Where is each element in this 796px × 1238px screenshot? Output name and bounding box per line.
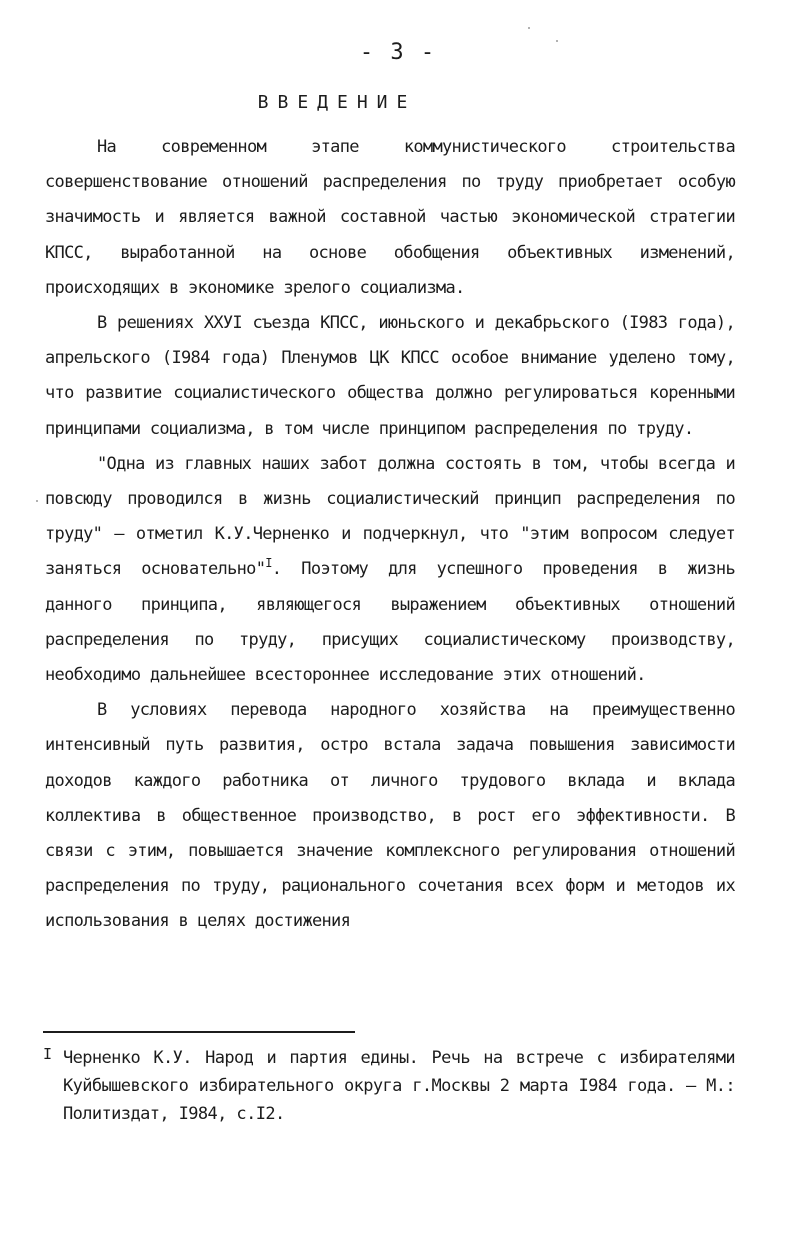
paragraph-3-text-after: . Поэтому для успешного проведения в жизнь данного принципа, являющегося выражением объективных отношений распределения по труду, присущих социалистическому производству, необходимо дальнейшее всестороннее исследование этих отношений. [45,559,735,686]
paragraph-4: В условиях перевода народного хозяйства на преимущественно интенсивный путь развития, остро встала задача повышения зависимости доходов каждого работника от личного трудового вклада и вклада коллектива в общественное производство, в рост его эффективности. В связи с этим, повышается значение комплексного регулирования отношений распределения по труду, рационального сочетания всех форм и методов их использования в целях достижения [45,700,735,932]
footnote-mark: I [43,1045,52,1063]
scan-speck [528,27,530,29]
paragraph-1: На современном этапе коммунистического строительства совершенствование отношений распределения по труду приобретает особую значимость и является важной составной частью экономической стратегии КПСС, выработанной на основе обобщения объективных изменений, происходящих в экономике зрелого социализма. [45,137,735,298]
scan-speck [556,40,558,42]
page-number: - 3 - [359,40,437,65]
footnote-reference: I [265,556,272,571]
paragraph-2: В решениях XXУI съезда КПСС, июньского и декабрьского (I983 года), апрельского (I984 года) Пленумов ЦК КПСС особое внимание уделено тому, что развитие социалистического общества должно регулироваться коренными принципами социализма, в том числе принципом распределения по труду. [45,313,735,439]
footnote-text: Черненко К.У. Народ и партия едины. Речь на встрече с избирателями Куйбышевского избирательного округа г.Москвы 2 марта I984 года. – М.: Политиздат, I984, с.I2. [63,1048,735,1124]
section-heading: ВВЕДЕНИЕ [257,92,417,113]
scan-speck [36,500,38,502]
footnote-separator [43,1031,355,1033]
footnote [43,1044,735,1128]
body-text [45,130,735,940]
paragraph-3 [45,447,735,693]
paragraph-3-text-before: "Одна из главных наших забот должна состоять в том, чтобы всегда и повсюду проводился в жизнь социалистический принцип распределения по труду" – отметил К.У.Черненко и подчеркнул, что "этим вопросом следует заняться основательно" [45,453,735,580]
